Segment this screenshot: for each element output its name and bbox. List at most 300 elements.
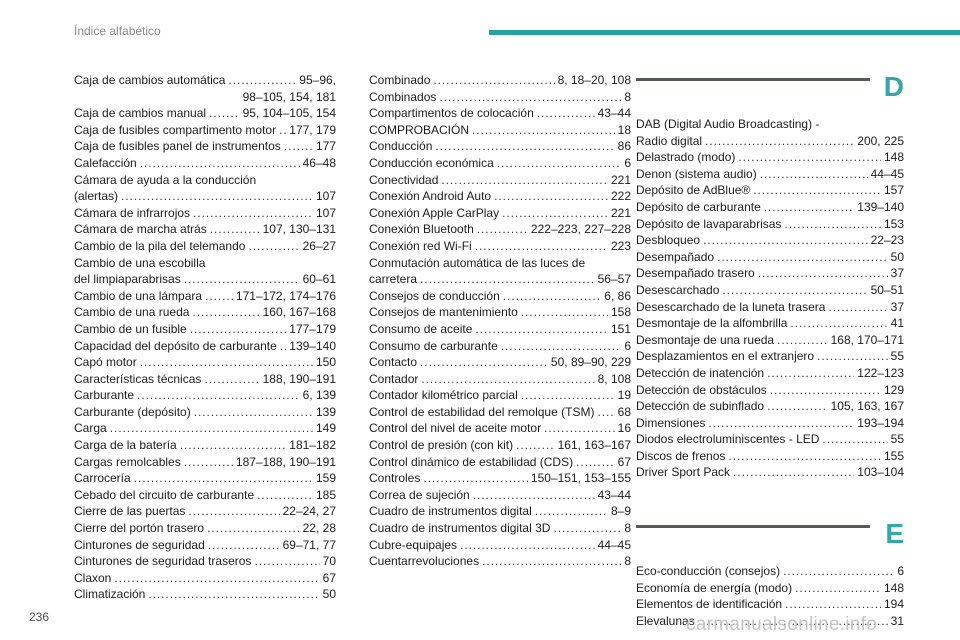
index-entry (636, 199, 904, 216)
index-entry-text: Elementos de identificación (636, 597, 783, 612)
section-rule (636, 525, 870, 528)
index-entry (369, 105, 631, 122)
index-entry-pages: 221 (610, 205, 631, 220)
index-entry-line (369, 72, 631, 89)
index-entry-line (74, 404, 336, 421)
index-entry-pages: 188, 190–191 (262, 371, 336, 386)
index-entry-text: Cebado del circuito de carburante (74, 487, 255, 502)
index-entry (636, 332, 904, 349)
dot-leader (722, 282, 867, 299)
index-entry-text: Contacto (369, 355, 418, 370)
dot-leader (817, 348, 888, 365)
index-entry-line (74, 205, 336, 222)
index-entry-pages: 50–51 (870, 282, 904, 297)
index-entry-text: Desempañado trasero (636, 266, 755, 281)
index-entry-line (74, 138, 336, 155)
index-entry (636, 116, 904, 149)
dot-leader (502, 205, 608, 222)
dot-leader (420, 271, 595, 288)
index-entry-pages: 8, 18–20, 108 (557, 73, 631, 87)
index-entry-line (369, 205, 631, 222)
dot-leader (441, 172, 608, 189)
index-entry-line (74, 387, 336, 404)
index-entry-pages: 55 (890, 432, 904, 447)
section-header (636, 72, 904, 108)
index-entry-line (369, 420, 631, 437)
index-entry (369, 288, 631, 305)
index-entry-text: Carrocería (74, 471, 131, 486)
dot-leader (184, 454, 233, 471)
index-entry (369, 338, 631, 355)
index-entry-pages: 181–182 (289, 438, 336, 453)
index-entry (369, 420, 631, 437)
index-column-2 (369, 72, 631, 570)
index-entry (369, 387, 631, 404)
index-entry-pages: 107, 130–131 (262, 222, 336, 237)
index-entry-pages: 157 (883, 183, 904, 198)
index-entry (74, 553, 336, 570)
index-entry (74, 487, 336, 504)
index-entry-text: Cambio de una lámpara (74, 288, 203, 303)
index-entry-line (369, 122, 631, 139)
index-entry (369, 520, 631, 537)
index-entry-line (369, 537, 631, 554)
index-entry-line (636, 216, 904, 233)
index-entry-pages: 150–151, 153–155 (530, 471, 631, 486)
index-entry-line (74, 321, 336, 338)
index-entry-text: Depósito de lavaparabrisas (636, 216, 782, 231)
index-entry (369, 205, 631, 222)
index-entry-line (636, 464, 904, 481)
index-entry-line (636, 580, 904, 597)
index-entry-text: Cuadro de instrumentos digital 3D (369, 521, 551, 536)
index-entry-text: Conectividad (369, 172, 439, 187)
index-entry-pages: 153 (883, 216, 904, 231)
index-entry-text: Desescarchado (636, 282, 720, 297)
index-entry-line (636, 249, 904, 266)
index-entry-pages: 139–140 (289, 338, 336, 353)
index-entry-pages: 148 (883, 150, 904, 165)
index-entry-line (369, 354, 631, 371)
index-entry-pages: 95, 104–105, 154 (242, 106, 336, 121)
index-entry-line (74, 304, 336, 321)
index-entry-pages: 103–104 (857, 465, 904, 480)
index-entry-text: Cuadro de instrumentos digital (369, 504, 532, 519)
dot-leader (784, 216, 881, 233)
page-header-title: Índice alfabético (74, 24, 161, 38)
index-entry-text: Conexión Bluetooth (369, 222, 474, 237)
index-entry-pages: 222 (610, 189, 631, 204)
index-entry-line (636, 332, 904, 349)
index-entry-text: Conexión red Wi-Fi (369, 238, 472, 253)
index-entry-text: Conexión Android Auto (369, 189, 492, 204)
index-entry (636, 265, 904, 282)
index-entry-text: Cargas remolcables (74, 454, 181, 469)
index-entry (369, 155, 631, 172)
index-entry-text: Conmutación automática de las luces de (369, 255, 586, 270)
index-entry-line (369, 454, 631, 471)
index-entry-line (636, 348, 904, 365)
index-entry-line (369, 437, 631, 454)
dot-leader (767, 398, 828, 415)
dot-leader (785, 596, 881, 613)
index-entry (369, 537, 631, 554)
index-entry (74, 420, 336, 437)
index-entry-text: Calefacción (74, 155, 137, 170)
index-entry-text: Cámara de marcha atrás (74, 222, 207, 237)
index-entry (74, 105, 336, 122)
index-entry-pages: 158 (610, 305, 631, 320)
dot-leader (210, 221, 260, 238)
index-section-e (636, 519, 904, 629)
dot-leader (180, 437, 287, 454)
index-entry-pages: 16 (617, 421, 631, 436)
index-entry-line (369, 338, 631, 355)
index-entry (636, 448, 904, 465)
index-entry-pages: 139–140 (857, 199, 904, 214)
index-entry-pages: 95–96, (299, 73, 336, 87)
dot-leader (738, 149, 881, 166)
index-entry-line (74, 122, 336, 139)
dot-leader (140, 354, 313, 371)
index-entry (369, 304, 631, 321)
index-entry (636, 398, 904, 415)
index-entry-text: Delastrado (modo) (636, 150, 736, 165)
index-entry-line (74, 420, 336, 437)
dot-leader (460, 537, 595, 554)
index-entry-pages: 70 (322, 554, 336, 569)
index-entry (636, 232, 904, 249)
dot-leader (284, 138, 313, 155)
index-entry-pages: 187–188, 190–191 (235, 454, 336, 469)
index-entry-line (636, 431, 904, 448)
index-entry-text: Consejos de mantenimiento (369, 305, 518, 320)
dot-leader (475, 321, 608, 338)
index-entry (74, 454, 336, 471)
index-entry (369, 188, 631, 205)
index-entry-pages: 26–27 (302, 238, 336, 253)
index-entry-pages: 22–24, 27 (282, 504, 336, 519)
index-entry-line (74, 586, 336, 603)
index-entry (636, 580, 904, 597)
index-entry-pages: 37 (890, 299, 904, 314)
index-entry-pages: 8–9 (610, 504, 631, 519)
dot-leader (521, 304, 608, 321)
dot-leader (764, 199, 855, 216)
index-entry (74, 537, 336, 554)
index-entry-text: Cubre-equipajes (369, 537, 458, 552)
dot-leader (535, 503, 608, 520)
index-entry (74, 520, 336, 537)
dot-leader (553, 520, 621, 537)
index-entry-text: Denon (sistema audio) (636, 166, 757, 181)
index-entry-text: Cierre del portón trasero (74, 521, 205, 536)
index-entry-text: Control de presión (con kit) (369, 438, 514, 453)
dot-leader (521, 387, 615, 404)
index-entry (636, 249, 904, 266)
index-entry (369, 138, 631, 155)
dot-leader (597, 404, 614, 421)
index-entry-pages: 8, 108 (597, 371, 631, 386)
dot-leader (760, 166, 868, 183)
index-entry-pages: 6 (897, 564, 904, 579)
index-entry-line (369, 138, 631, 155)
dot-leader (822, 431, 887, 448)
dot-leader (777, 332, 828, 349)
index-entry-line (369, 238, 631, 255)
dot-leader (228, 72, 296, 89)
index-entry (636, 415, 904, 432)
index-entry (369, 404, 631, 421)
index-entry-pages: 44–45 (870, 166, 904, 181)
section-rule (636, 78, 870, 81)
index-entry-text: Desempañado (636, 249, 715, 264)
index-entry-pages: 193–194 (857, 415, 904, 430)
index-entry-line (74, 188, 336, 205)
index-entry-text: Desbloqueo (636, 233, 701, 248)
dot-leader (121, 188, 313, 205)
index-entry (636, 282, 904, 299)
index-entry-pages: 129 (883, 382, 904, 397)
dot-leader (433, 72, 554, 89)
index-entry-text: Consumo de aceite (369, 321, 473, 336)
index-entry (636, 464, 904, 481)
index-entry-pages: 8 (624, 89, 631, 104)
index-entry-line (369, 155, 631, 172)
index-entry (369, 72, 631, 89)
index-entry-pages: 67 (617, 454, 631, 469)
index-entry-pages: 122–123 (857, 365, 904, 380)
index-entry-line (74, 454, 336, 471)
index-entry-pages: 50 (322, 587, 336, 602)
index-entry-pages: 107 (315, 189, 336, 204)
index-entry-text: COMPROBACIÓN (369, 122, 470, 137)
index-entry-line (74, 221, 336, 238)
index-entry-text: Radio digital (636, 133, 703, 148)
dot-leader (576, 454, 615, 471)
index-entry-line (369, 387, 631, 404)
index-entry-text: Carburante (74, 388, 135, 403)
index-entry (636, 382, 904, 399)
index-entry-line (74, 520, 336, 537)
index-entry-line (636, 563, 904, 580)
index-entry-line (74, 470, 336, 487)
index-entry-line (74, 553, 336, 570)
index-entry-text: Carga de la batería (74, 438, 177, 453)
index-entry (74, 122, 336, 139)
index-entry (369, 553, 631, 570)
index-entry-text: Consumo de carburante (369, 338, 498, 353)
index-entry-line (636, 299, 904, 316)
index-entry (636, 431, 904, 448)
dot-leader (280, 338, 286, 355)
dot-leader (537, 105, 595, 122)
index-entry-line (74, 537, 336, 554)
index-entry-line (636, 133, 904, 150)
index-entry-pages: 151 (610, 321, 631, 336)
index-column-3 (636, 72, 904, 629)
index-entry-pages: 221 (610, 172, 631, 187)
index-entry-pages: 50 (890, 249, 904, 264)
index-entry (369, 255, 631, 288)
index-entry-line (74, 437, 336, 454)
index-entry (74, 288, 336, 305)
index-entry-pages: 46–48 (302, 155, 336, 170)
index-entry-pages: 98–105, 154, 181 (242, 89, 336, 104)
index-entry-pages: 69–71, 77 (282, 537, 336, 552)
dot-leader (733, 464, 854, 481)
index-entry-text: Cámara de ayuda a la conducción (74, 172, 257, 187)
dot-leader (475, 238, 608, 255)
index-entry-text: Depósito de carburante (636, 199, 761, 214)
index-entry-line (74, 487, 336, 504)
index-entry (74, 371, 336, 388)
index-entry-pages: 185 (315, 487, 336, 502)
dot-leader (473, 487, 595, 504)
dot-leader (137, 387, 300, 404)
index-entry-line (369, 172, 631, 189)
section-letter: D (883, 71, 904, 102)
index-entry-pages: 6, 86 (604, 288, 631, 303)
index-entry (369, 172, 631, 189)
dot-leader (209, 105, 240, 122)
index-entry (369, 89, 631, 106)
dot-leader (497, 155, 622, 172)
index-entry-text: Desplazamientos en el extranjero (636, 349, 815, 364)
dot-leader (703, 232, 868, 249)
index-entry-pages: 31 (890, 613, 904, 628)
dot-leader (248, 238, 299, 255)
index-entry-text: Compartimentos de colocación (369, 106, 534, 121)
index-entry (74, 221, 336, 238)
index-entry-pages: 107 (315, 205, 336, 220)
index-entry (636, 182, 904, 199)
index-entry (74, 155, 336, 172)
index-entry-text: Claxon (74, 570, 112, 585)
dot-leader (205, 288, 233, 305)
index-entry (636, 348, 904, 365)
index-entry (636, 365, 904, 382)
index-entry-text: Detección de subinflado (636, 399, 765, 414)
dot-leader (783, 563, 894, 580)
index-entry (74, 470, 336, 487)
index-entry (636, 596, 904, 613)
index-entry-line (369, 503, 631, 520)
index-entry-line (636, 232, 904, 249)
index-entry-pages: 6, 139 (302, 388, 336, 403)
index-entry-line (636, 199, 904, 216)
dot-leader (190, 321, 287, 338)
index-entry-text: Cambio de un fusible (74, 321, 187, 336)
dot-leader (148, 586, 319, 603)
dot-leader (208, 537, 280, 554)
dot-leader (544, 420, 615, 437)
index-entry-text: Capó motor (74, 355, 137, 370)
dot-leader (435, 138, 614, 155)
dot-leader (184, 271, 300, 288)
index-entry-line (369, 487, 631, 504)
index-entry-text: Control del nivel de aceite motor (369, 421, 542, 436)
index-entry-pages: 67 (322, 570, 336, 585)
index-entry-text: Desmontaje de la alfombrilla (636, 316, 788, 331)
dot-leader (477, 221, 528, 238)
index-entry-text: Caja de fusibles compartimento motor (74, 122, 277, 137)
dot-leader (482, 553, 621, 570)
index-entry-pages: 68 (617, 404, 631, 419)
index-entry-text: Capacidad del depósito de carburante (74, 338, 277, 353)
index-entry-pages: 168, 170–171 (830, 332, 904, 347)
index-entry-text: Desmontaje de una rueda (636, 332, 775, 347)
index-entry-pages: 177 (315, 139, 336, 154)
index-entry-text: Características técnicas (74, 371, 202, 386)
index-entry-pages: 56–57 (597, 272, 631, 287)
dot-leader (439, 89, 621, 106)
dot-leader (193, 205, 313, 222)
index-entry-pages: 150 (315, 355, 336, 370)
index-entry-line (369, 371, 631, 388)
index-entry-text: Discos de frenos (636, 448, 726, 463)
index-entry-text: Controles (369, 471, 421, 486)
index-entry-line (369, 105, 631, 122)
index-entry-text: Climatización (74, 587, 146, 602)
index-entry (636, 299, 904, 316)
index-entry-text: Control dinámico de estabilidad (CDS) (369, 454, 574, 469)
index-entry-text: Carga (74, 421, 107, 436)
index-entry-text: Control de estabilidad del remolque (TSM) (369, 404, 595, 419)
index-entry-line (636, 448, 904, 465)
index-entry-text: Detección de obstáculos (636, 382, 767, 397)
index-entry-text: Cuentarrevoluciones (369, 554, 480, 569)
dot-leader (767, 365, 854, 382)
index-entry-pages: 149 (315, 421, 336, 436)
dot-leader (254, 553, 319, 570)
index-entry (636, 149, 904, 166)
index-entry-line (369, 470, 631, 487)
dot-leader (421, 371, 594, 388)
index-entry-text: Correa de sujeción (369, 487, 470, 502)
dot-leader (705, 133, 854, 150)
index-entry-text: Cambio de una rueda (74, 305, 190, 320)
dot-leader (494, 188, 608, 205)
index-entry-text: Eco-conducción (consejos) (636, 564, 781, 579)
section-letter: E (885, 518, 904, 550)
index-entry-text: Caja de fusibles panel de instrumentos (74, 139, 281, 154)
index-entry-text: Combinados (369, 89, 437, 104)
index-entry (636, 166, 904, 183)
index-entry-text: Caja de cambios automática (74, 73, 226, 87)
index-entry-text: Cámara de infrarrojos (74, 205, 191, 220)
index-entry-line (369, 89, 631, 106)
dot-leader (770, 382, 881, 399)
index-entry-line (369, 188, 631, 205)
index-entry-text: Conexión Apple CarPlay (369, 205, 500, 220)
index-entry-line (636, 415, 904, 432)
index-entry-text: Combinado (369, 73, 431, 87)
index-entry-text: Diodos electroluminiscentes - LED (636, 432, 820, 447)
index-entry (369, 470, 631, 487)
index-entry-text: Consejos de conducción (369, 288, 500, 303)
index-entry-text: Caja de cambios manual (74, 106, 207, 121)
index-entry-pages: 86 (617, 139, 631, 154)
index-entry-pages: 44–45 (597, 537, 631, 552)
index-entry-pages: 6 (624, 155, 631, 170)
index-entry-pages: 41 (890, 316, 904, 331)
index-entry (369, 238, 631, 255)
index-entry-text: Economía de energía (modo) (636, 580, 793, 595)
index-entry (74, 404, 336, 421)
index-entry-text: (alertas) (74, 189, 119, 204)
index-entry-line (369, 271, 631, 288)
